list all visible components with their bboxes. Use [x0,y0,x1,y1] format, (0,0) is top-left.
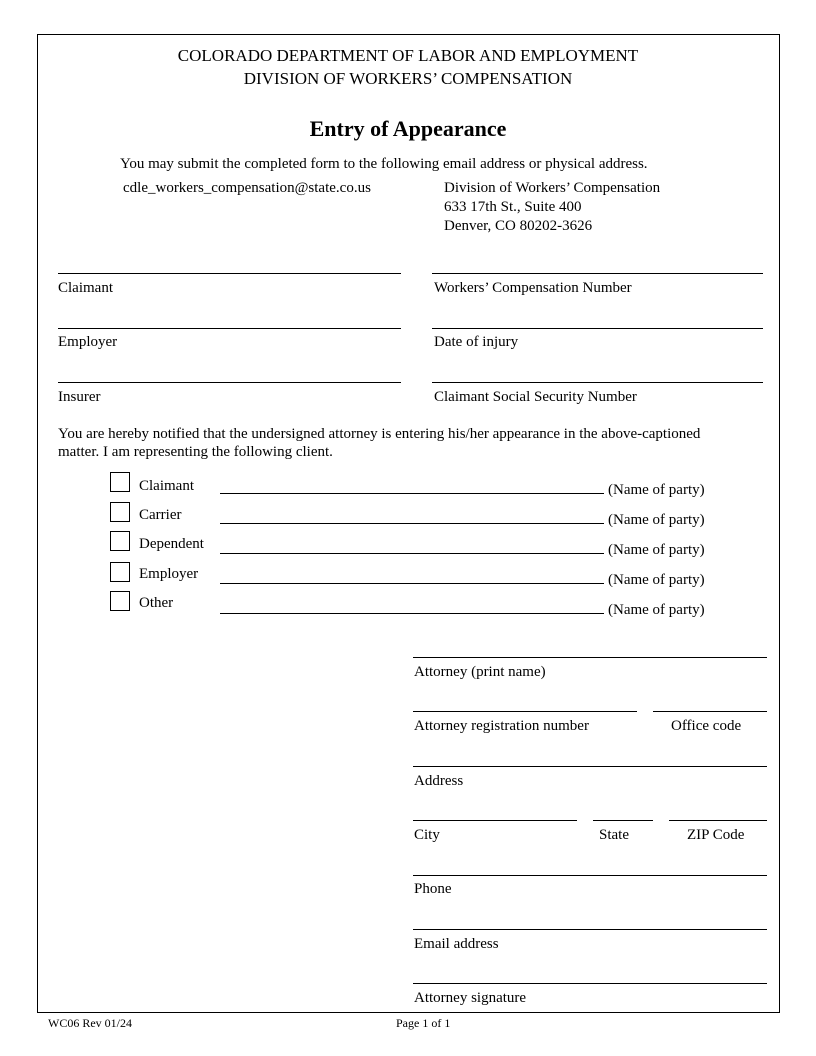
date-of-injury-input-line[interactable] [432,328,763,329]
address-line-1: Division of Workers’ Compensation [444,180,661,196]
attorney-name-label: Attorney (print name) [414,664,546,680]
phone-label: Phone [414,881,452,897]
insurer-label: Insurer [58,389,101,405]
other-checkbox[interactable] [110,591,130,611]
party-name-line[interactable] [220,553,604,554]
header-department: COLORADO DEPARTMENT OF LABOR AND EMPLOYMENT [177,46,639,65]
registration-number-input-line[interactable] [413,711,637,712]
name-of-party-label: (Name of party) [608,572,705,588]
name-of-party-label: (Name of party) [608,512,705,528]
registration-number-label: Attorney registration number [414,718,589,734]
signature-input-line[interactable] [413,983,767,984]
notice-line-1: You are hereby notified that the undersigned attorney is entering his/her appearance in the above-captioned [58,426,701,442]
name-of-party-label: (Name of party) [608,602,705,618]
address-line-3: Denver, CO 80202-3626 [444,218,593,234]
page-title: Entry of Appearance [309,116,507,141]
office-code-input-line[interactable] [653,711,767,712]
email-label: Email address [414,936,499,952]
address-line-2: 633 17th St., Suite 400 [444,199,582,215]
wc-number-label: Workers’ Compensation Number [434,280,632,296]
signature-label: Attorney signature [414,990,527,1006]
notice-line-2: matter. I am representing the following client. [58,444,333,460]
office-code-label: Office code [671,718,742,734]
intro-text: You may submit the completed form to the following email address or physical address. [120,156,648,172]
phone-input-line[interactable] [413,875,767,876]
attorney-name-input-line[interactable] [413,657,767,658]
page-number: Page 1 of 1 [396,1016,451,1030]
dependent-checkbox[interactable] [110,531,130,551]
state-label: State [599,827,629,843]
zip-input-line[interactable] [669,820,767,821]
state-input-line[interactable] [593,820,653,821]
client-label: Dependent [139,536,204,552]
party-name-line[interactable] [220,523,604,524]
ssn-input-line[interactable] [432,382,763,383]
ssn-label: Claimant Social Security Number [434,389,637,405]
name-of-party-label: (Name of party) [608,542,705,558]
client-label: Employer [139,566,199,582]
email-input-line[interactable] [413,929,767,930]
address-label: Address [414,773,464,789]
form-id: WC06 Rev 01/24 [48,1016,132,1030]
claimant-input-line[interactable] [58,273,401,274]
header-division: DIVISION OF WORKERS’ COMPENSATION [243,69,573,88]
city-label: City [414,827,440,843]
date-of-injury-label: Date of injury [434,334,519,350]
submission-email: cdle_workers_compensation@state.co.us [123,180,371,196]
name-of-party-label: (Name of party) [608,482,705,498]
city-input-line[interactable] [413,820,577,821]
party-name-line[interactable] [220,493,604,494]
employer-label: Employer [58,334,118,350]
insurer-input-line[interactable] [58,382,401,383]
zip-label: ZIP Code [687,827,745,843]
claimant-checkbox[interactable] [110,472,130,492]
client-label: Other [139,595,174,611]
employer-checkbox[interactable] [110,562,130,582]
address-input-line[interactable] [413,766,767,767]
party-name-line[interactable] [220,583,604,584]
wc-number-input-line[interactable] [432,273,763,274]
client-label: Claimant [139,478,194,494]
claimant-label: Claimant [58,280,113,296]
carrier-checkbox[interactable] [110,502,130,522]
party-name-line[interactable] [220,613,604,614]
employer-input-line[interactable] [58,328,401,329]
client-label: Carrier [139,507,182,523]
